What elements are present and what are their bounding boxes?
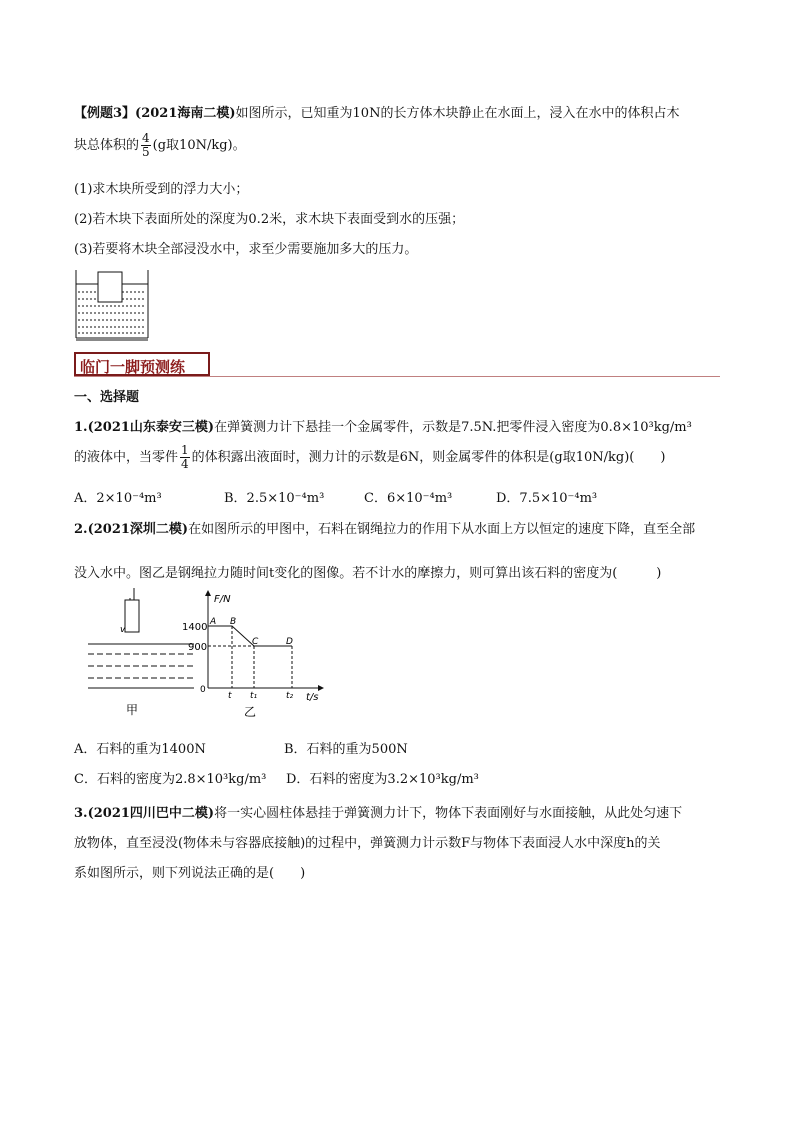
example3-text-line1: 如图所示，已知重为10N的长方体木块静止在水面上，浸入在水中的体积占木 xyxy=(235,106,680,121)
fraction-denominator: 5 xyxy=(142,145,150,159)
section-subheading: 一、选择题 xyxy=(74,390,140,405)
q2-option-b: B．石料的重为500N xyxy=(284,742,408,757)
q1-line2-post: 的体积露出液面时，测力计的示数是6N，则金属零件的体积是(g取10N/kg)( ) xyxy=(191,450,666,465)
figure-yi-label: 乙 xyxy=(244,705,257,719)
q1-option-b: B．2.5×10⁻⁴m³ xyxy=(224,491,325,506)
q2-text-line1: 在如图所示的甲图中，石料在钢绳拉力的作用下从水面上方以恒定的速度下降，直至全部 xyxy=(188,522,696,537)
q1-line1 xyxy=(74,416,692,435)
example3-line1 xyxy=(74,102,679,121)
stone-block xyxy=(125,600,139,632)
wood-block xyxy=(98,272,122,302)
q2-number: 2. xyxy=(74,522,88,537)
point-b: B xyxy=(230,617,237,627)
q1-fraction xyxy=(180,444,190,471)
y-tick-1400: 1400 xyxy=(182,622,208,633)
x-tick-t1: t₁ xyxy=(250,691,258,701)
example3-line2 xyxy=(74,132,246,159)
q2-option-d: D．石料的密度为3.2×10³kg/m³ xyxy=(286,772,479,787)
example3-tag: 【例题3】 xyxy=(74,106,136,121)
fraction-denominator: 4 xyxy=(181,457,189,471)
point-a: A xyxy=(210,617,217,627)
q3-number: 3. xyxy=(74,806,88,821)
section-heading: 临门一脚预测练 xyxy=(80,358,186,376)
example3-subq3: (3)若要将木块全部浸没水中，求至少需要施加多大的压力。 xyxy=(74,242,418,257)
q2-option-a: A．石料的重为1400N xyxy=(74,742,206,757)
example3-subq2: (2)若木块下表面所处的深度为0.2米，求木块下表面受到水的压强； xyxy=(74,212,465,227)
q3-line3: 系如图所示，则下列说法正确的是( ) xyxy=(74,866,306,881)
x-axis-label: t/s xyxy=(306,692,319,703)
example3-source: (2021海南二模) xyxy=(135,106,236,121)
q1-number: 1. xyxy=(74,420,88,435)
example3-line2-post: (g取10N/kg)。 xyxy=(152,138,246,153)
x-tick-t: t xyxy=(228,691,232,701)
section-heading-box xyxy=(74,352,210,376)
example3-fraction xyxy=(141,132,151,159)
q2-option-c: C．石料的密度为2.8×10³kg/m³ xyxy=(74,772,267,787)
example3-subq1: (1)求木块所受到的浮力大小； xyxy=(74,182,249,197)
q3-source: (2021四川巴中二模) xyxy=(87,806,215,821)
point-d: D xyxy=(286,637,293,647)
y-axis-label: F/N xyxy=(214,594,231,605)
fraction-numerator: 4 xyxy=(142,131,150,145)
x-tick-t2: t₂ xyxy=(286,691,294,701)
q1-source: (2021山东泰安三模) xyxy=(87,420,215,435)
q2-line2: 没入水中。图乙是钢绳拉力随时间t变化的图像。若不计水的摩擦力，则可算出该石料的密度为( ) xyxy=(74,566,662,581)
velocity-label: v xyxy=(120,625,126,635)
point-c: C xyxy=(252,637,259,647)
x-axis-arrow-icon xyxy=(318,685,324,691)
example3-line2-pre: 块总体积的 xyxy=(74,138,140,153)
force-curve xyxy=(208,626,292,646)
q1-option-a: A．2×10⁻⁴m³ xyxy=(74,491,162,506)
fraction-numerator: 1 xyxy=(181,443,189,457)
y-tick-900: 900 xyxy=(188,642,208,653)
figure-jia xyxy=(84,588,194,720)
q3-text-line1: 将一实心圆柱体悬挂于弹簧测力计下，物体下表面刚好与水面接触，从此处匀速下 xyxy=(214,806,683,821)
heading-underline xyxy=(74,376,720,377)
q1-line2-pre: 的液体中，当零件 xyxy=(74,450,179,465)
q2-line1 xyxy=(74,518,695,537)
y-axis-arrow-icon xyxy=(205,590,211,596)
q1-option-c: C．6×10⁻⁴m³ xyxy=(364,491,453,506)
figure-jia-label: 甲 xyxy=(126,703,139,717)
water-container-figure xyxy=(74,266,150,342)
q1-option-d: D．7.5×10⁻⁴m³ xyxy=(496,491,598,506)
q1-text-line1: 在弹簧测力计下悬挂一个金属零件，示数是7.5N.把零件浸入密度为0.8×10³kg/m³ xyxy=(214,420,692,435)
q3-line2: 放物体，直至浸没(物体未与容器底接触)的过程中，弹簧测力计示数F与物体下表面浸人水中深度h的关 xyxy=(74,836,661,851)
q2-source: (2021深圳二模) xyxy=(87,522,189,537)
q3-line1 xyxy=(74,802,682,821)
figure-yi-graph xyxy=(180,588,330,722)
q1-line2 xyxy=(74,444,665,471)
origin-label: 0 xyxy=(200,685,206,695)
